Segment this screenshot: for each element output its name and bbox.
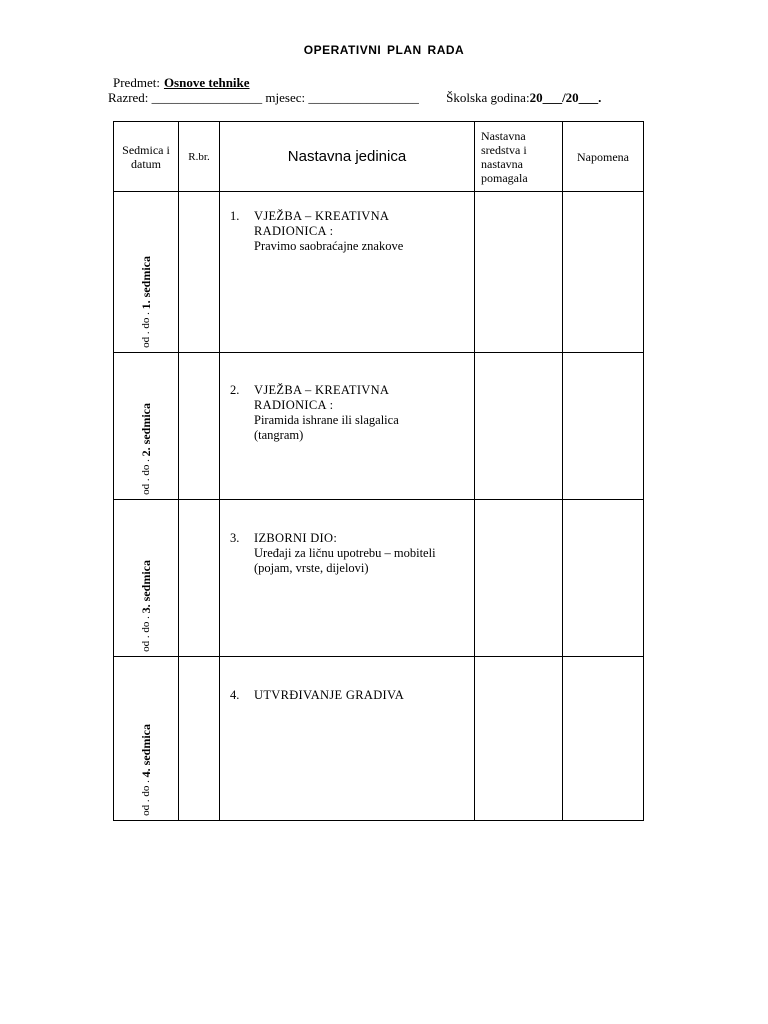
note-cell — [563, 192, 644, 353]
lesson-cell — [220, 192, 475, 353]
header-means: Nastavna sredstva i nastavna pomagala — [475, 122, 563, 192]
lesson-caps-line: RADIONICA : — [254, 398, 334, 412]
means-cell — [475, 657, 563, 821]
lesson-caps-line: VJEŽBA – KREATIVNA — [254, 383, 390, 397]
means-cell — [475, 353, 563, 500]
class-blank: _________________ — [151, 90, 263, 105]
lesson-text-line: Piramida ishrane ili slagalica — [254, 413, 399, 427]
lesson-text-line: (pojam, vrste, dijelovi) — [254, 561, 369, 575]
note-cell — [563, 500, 644, 657]
table-row — [114, 657, 644, 821]
lesson-text-line: (tangram) — [254, 428, 304, 442]
lesson-cell — [220, 657, 475, 821]
subject-line — [113, 75, 250, 91]
lesson-caps-line: RADIONICA : — [254, 224, 334, 238]
week-label: 1. sedmica — [139, 256, 153, 310]
lesson-cell — [220, 500, 475, 657]
lesson-caps-line: IZBORNI DIO: — [254, 531, 338, 545]
class-label: Razred: — [108, 90, 149, 105]
rbr-cell — [179, 192, 220, 353]
class-month-year-line — [108, 90, 601, 106]
note-cell — [563, 353, 644, 500]
week-label: 4. sedmica — [139, 724, 153, 778]
school-year-value: 20___/20___. — [529, 90, 602, 105]
lesson-text-line: Uređaji za ličnu upotrebu – mobiteli — [254, 546, 436, 560]
subject-value: Osnove tehnike — [163, 75, 250, 90]
table-row — [114, 500, 644, 657]
table-header-row — [114, 122, 644, 192]
rbr-cell — [179, 353, 220, 500]
means-cell — [475, 192, 563, 353]
subject-label: Predmet: — [113, 75, 160, 90]
note-cell — [563, 657, 644, 821]
lesson-text — [254, 531, 470, 576]
month-label: mjesec: — [265, 90, 306, 105]
week-range: od . do . — [140, 780, 152, 816]
table-row — [114, 192, 644, 353]
week-vertical-text — [139, 256, 153, 348]
lesson-text — [254, 383, 470, 443]
lesson-caps-line: VJEŽBA – KREATIVNA — [254, 209, 390, 223]
lesson-text — [254, 688, 470, 703]
week-range: od . do . — [140, 616, 152, 652]
rbr-cell — [179, 657, 220, 821]
week-cell — [114, 657, 179, 821]
week-cell — [114, 353, 179, 500]
week-cell — [114, 192, 179, 353]
means-cell — [475, 500, 563, 657]
header-rbr: R.br. — [179, 122, 220, 192]
table-row — [114, 353, 644, 500]
document-title: OPERATIVNI PLAN RADA — [303, 43, 465, 57]
rbr-cell — [179, 500, 220, 657]
lesson-number: 4. — [230, 688, 240, 702]
header-week-date: Sedmica i datum — [114, 122, 179, 192]
week-vertical-text — [139, 560, 153, 652]
month-blank: _________________ — [308, 90, 419, 105]
lesson-text-line: Pravimo saobraćajne znakove — [254, 239, 404, 253]
lesson-cell — [220, 353, 475, 500]
week-label: 3. sedmica — [139, 560, 153, 614]
plan-table — [113, 121, 644, 821]
lesson-text — [254, 209, 470, 254]
week-cell — [114, 500, 179, 657]
week-vertical-text — [139, 403, 153, 495]
header-unit: Nastavna jedinica — [220, 122, 475, 192]
week-label: 2. sedmica — [139, 403, 153, 457]
lesson-number: 3. — [230, 531, 240, 545]
week-range: od . do . — [140, 312, 152, 348]
lesson-number: 2. — [230, 383, 240, 397]
school-year-label: Školska godina: — [446, 90, 530, 105]
lesson-number: 1. — [230, 209, 240, 223]
header-note: Napomena — [563, 122, 644, 192]
week-range: od . do . — [140, 459, 152, 495]
week-vertical-text — [139, 724, 153, 816]
lesson-caps-line: UTVRĐIVANJE GRADIVA — [254, 688, 405, 702]
